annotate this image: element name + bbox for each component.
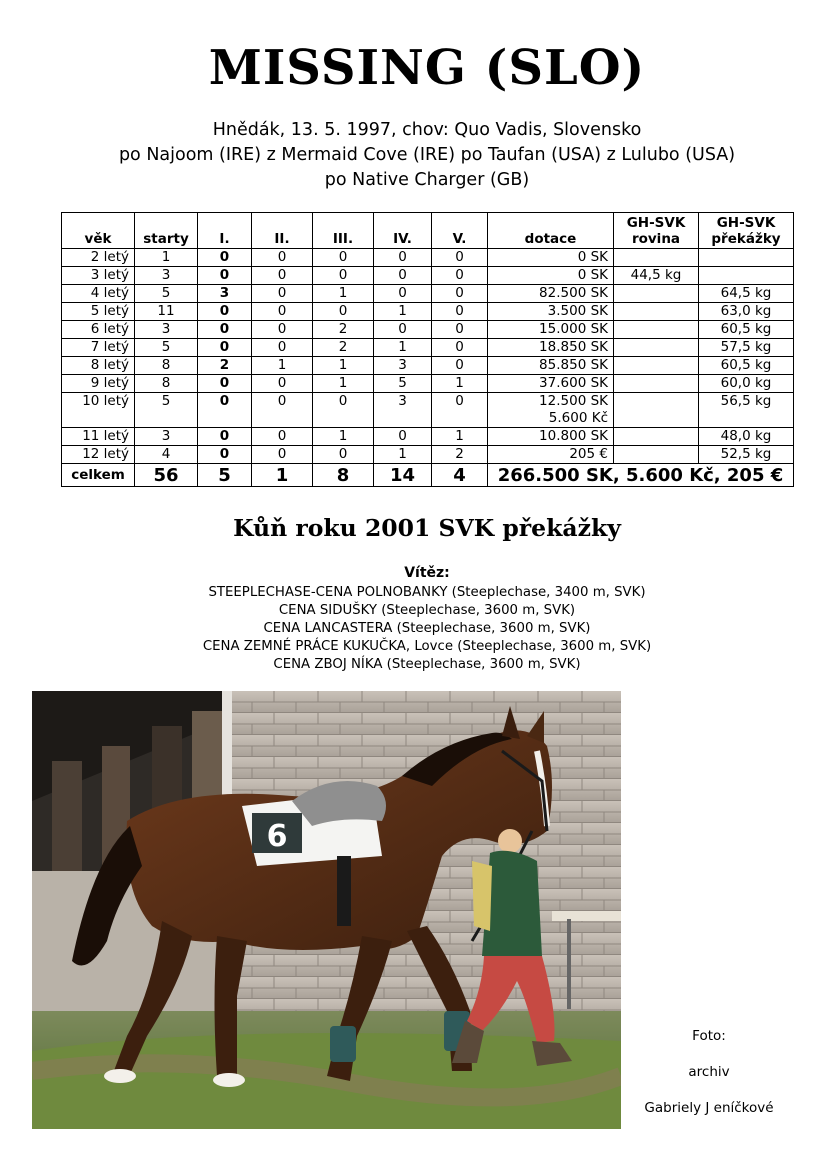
cell-place-1: 0: [198, 339, 252, 357]
cell-gh-flat: [614, 321, 699, 339]
cell-place-3: 1: [313, 285, 374, 303]
cell-place-1: 0: [198, 267, 252, 285]
photo-credit-line-1: Foto:: [692, 1028, 726, 1044]
cell-place-3: 0: [313, 393, 374, 428]
cell-place-3: 1: [313, 375, 374, 393]
cell-place-1: 3: [198, 285, 252, 303]
cell-gh-jump: 48,0 kg: [699, 428, 794, 446]
cell-starts: 1: [135, 249, 198, 267]
cell-place-4: 1: [374, 303, 432, 321]
cell-place-4: 0: [374, 249, 432, 267]
cell-starts: 3: [135, 428, 198, 446]
table-row: [62, 249, 794, 267]
table-row: [62, 285, 794, 303]
cell-prize-money-kc: 5.600 Kč: [548, 410, 608, 426]
winner-race-item: CENA SIDUŠKY (Steeplechase, 3600 m, SVK): [278, 603, 576, 618]
horse-photo-illustration: [32, 691, 621, 1129]
cell-prize-money: 0 SK: [488, 249, 614, 267]
cell-place-2: 0: [252, 303, 313, 321]
winner-races-list: [0, 584, 826, 674]
cell-prize-money: 85.850 SK: [488, 357, 614, 375]
cell-gh-jump: 56,5 kg: [699, 393, 794, 428]
header-place-1: I.: [198, 213, 252, 249]
cell-gh-flat: [614, 357, 699, 375]
cell-starts: 3: [135, 321, 198, 339]
cell-gh-jump: [699, 249, 794, 267]
cell-starts: 4: [135, 446, 198, 464]
cell-gh-flat: 44,5 kg: [614, 267, 699, 285]
saddle-number: 6: [266, 819, 288, 854]
table-row: [62, 375, 794, 393]
cell-age: 10 letý: [62, 393, 135, 428]
total-prize-money: 266.500 SK, 5.600 Kč, 205 €: [488, 464, 794, 487]
cell-prize-money: 10.800 SK: [488, 428, 614, 446]
cell-place-4: 1: [374, 339, 432, 357]
total-starts: 56: [135, 464, 198, 487]
cell-gh-flat: [614, 375, 699, 393]
cell-place-2: 1: [252, 357, 313, 375]
cell-gh-jump: 60,5 kg: [699, 321, 794, 339]
cell-gh-flat: [614, 446, 699, 464]
cell-place-5: 0: [432, 357, 488, 375]
cell-place-3: 0: [313, 267, 374, 285]
cell-prize-money: 0 SK: [488, 267, 614, 285]
cell-place-5: 0: [432, 285, 488, 303]
header-place-5: V.: [432, 213, 488, 249]
cell-place-1: 2: [198, 357, 252, 375]
cell-gh-jump: [699, 267, 794, 285]
winner-heading: Vítěz:: [404, 565, 450, 581]
cell-starts: 8: [135, 357, 198, 375]
cell-age: 7 letý: [62, 339, 135, 357]
horse-photo: [32, 691, 621, 1129]
cell-place-4: 3: [374, 357, 432, 375]
header-gh-jump-line2: překážky: [711, 231, 781, 247]
header-prize-money: dotace: [488, 213, 614, 249]
cell-place-5: 0: [432, 267, 488, 285]
cell-starts: 3: [135, 267, 198, 285]
table-row: [62, 393, 794, 428]
total-place-4: 14: [374, 464, 432, 487]
cell-age: 8 letý: [62, 357, 135, 375]
photo-credit-line-2: archiv: [688, 1064, 730, 1080]
cell-place-2: 0: [252, 285, 313, 303]
cell-gh-jump: 57,5 kg: [699, 339, 794, 357]
cell-place-4: 0: [374, 321, 432, 339]
cell-place-3: 0: [313, 446, 374, 464]
cell-place-5: 2: [432, 446, 488, 464]
table-row: [62, 267, 794, 285]
table-row: [62, 303, 794, 321]
cell-place-1: 0: [198, 446, 252, 464]
cell-starts: 5: [135, 285, 198, 303]
cell-place-4: 3: [374, 393, 432, 428]
cell-age: 4 letý: [62, 285, 135, 303]
race-record-table: [61, 212, 794, 487]
cell-place-4: 5: [374, 375, 432, 393]
cell-prize-money-sk: 12.500 SK: [539, 393, 608, 409]
cell-gh-jump: 64,5 kg: [699, 285, 794, 303]
header-age: věk: [62, 213, 135, 249]
cell-place-4: 1: [374, 446, 432, 464]
cell-place-3: 0: [313, 249, 374, 267]
cell-place-5: 0: [432, 303, 488, 321]
header-place-3: III.: [313, 213, 374, 249]
table-row: [62, 357, 794, 375]
header-gh-flat: [614, 213, 699, 249]
table-header-row: [62, 213, 794, 249]
cell-place-1: 0: [198, 393, 252, 428]
cell-starts: 5: [135, 339, 198, 357]
cell-place-2: 0: [252, 267, 313, 285]
cell-place-3: 0: [313, 303, 374, 321]
cell-age: 6 letý: [62, 321, 135, 339]
cell-place-2: 0: [252, 446, 313, 464]
cell-prize-money: 3.500 SK: [488, 303, 614, 321]
header-gh-flat-line1: GH-SVK: [626, 215, 686, 231]
cell-gh-jump: 60,0 kg: [699, 375, 794, 393]
cell-gh-jump: 63,0 kg: [699, 303, 794, 321]
cell-place-1: 0: [198, 249, 252, 267]
cell-place-4: 0: [374, 428, 432, 446]
horse-name-title: MISSING (SLO): [208, 40, 646, 96]
cell-place-4: 0: [374, 267, 432, 285]
cell-place-1: 0: [198, 321, 252, 339]
cell-gh-jump: 60,5 kg: [699, 357, 794, 375]
cell-gh-flat: [614, 339, 699, 357]
photo-credit-line-3: Gabriely J eníčkové: [644, 1100, 774, 1116]
header-gh-flat-line2: rovina: [631, 231, 681, 247]
cell-age: 5 letý: [62, 303, 135, 321]
cell-age: 9 letý: [62, 375, 135, 393]
cell-place-5: 0: [432, 321, 488, 339]
table-row: [62, 428, 794, 446]
winner-race-item: CENA ZEMNÉ PRÁCE KUKUČKA, Lovce (Steeplechase, 3600 m, SVK): [202, 639, 652, 654]
award-title: Kůň roku 2001 SVK překážky: [233, 514, 621, 542]
cell-place-2: 0: [252, 393, 313, 428]
total-place-1: 5: [198, 464, 252, 487]
header-gh-jump: [699, 213, 794, 249]
cell-gh-flat: [614, 303, 699, 321]
cell-place-5: 0: [432, 249, 488, 267]
cell-prize-money: [488, 393, 614, 428]
cell-starts: 5: [135, 393, 198, 428]
header-place-2: II.: [252, 213, 313, 249]
cell-age: 2 letý: [62, 249, 135, 267]
cell-prize-money: 205 €: [488, 446, 614, 464]
header-starts: starty: [135, 213, 198, 249]
pedigree-line-2: po Najoom (IRE) z Mermaid Cove (IRE) po Taufan (USA) z Lulubo (USA): [118, 145, 736, 165]
cell-place-2: 0: [252, 339, 313, 357]
cell-place-4: 0: [374, 285, 432, 303]
cell-age: 11 letý: [62, 428, 135, 446]
cell-prize-money: 15.000 SK: [488, 321, 614, 339]
cell-place-1: 0: [198, 428, 252, 446]
cell-place-1: 0: [198, 303, 252, 321]
cell-place-3: 1: [313, 357, 374, 375]
cell-place-3: 1: [313, 428, 374, 446]
cell-place-1: 0: [198, 375, 252, 393]
cell-place-2: 0: [252, 428, 313, 446]
cell-starts: 11: [135, 303, 198, 321]
pedigree-info: [0, 118, 826, 193]
cell-starts: 8: [135, 375, 198, 393]
cell-place-5: 0: [432, 339, 488, 357]
cell-age: 12 letý: [62, 446, 135, 464]
cell-gh-flat: [614, 249, 699, 267]
header-gh-jump-line1: GH-SVK: [716, 215, 776, 231]
cell-place-2: 0: [252, 321, 313, 339]
table-row: [62, 446, 794, 464]
winner-race-item: CENA LANCASTERA (Steeplechase, 3600 m, SVK): [263, 621, 591, 636]
cell-gh-flat: [614, 393, 699, 428]
total-place-2: 1: [252, 464, 313, 487]
table-row: [62, 321, 794, 339]
header-place-4: IV.: [374, 213, 432, 249]
winner-race-item: STEEPLECHASE-CENA POLNOBANKY (Steeplechase, 3400 m, SVK): [208, 585, 646, 600]
cell-gh-jump: 52,5 kg: [699, 446, 794, 464]
cell-place-5: 1: [432, 428, 488, 446]
total-label: celkem: [62, 464, 135, 487]
table-total-row: [62, 464, 794, 487]
winner-race-item: CENA ZBOJ NÍKA (Steeplechase, 3600 m, SVK): [273, 657, 581, 672]
total-place-5: 4: [432, 464, 488, 487]
cell-place-3: 2: [313, 339, 374, 357]
table-row: [62, 339, 794, 357]
cell-place-2: 0: [252, 375, 313, 393]
cell-prize-money: 18.850 SK: [488, 339, 614, 357]
pedigree-line-1: Hnědák, 13. 5. 1997, chov: Quo Vadis, Slovensko: [212, 120, 642, 140]
cell-place-2: 0: [252, 249, 313, 267]
cell-gh-flat: [614, 428, 699, 446]
cell-place-5: 1: [432, 375, 488, 393]
total-place-3: 8: [313, 464, 374, 487]
cell-gh-flat: [614, 285, 699, 303]
cell-place-5: 0: [432, 393, 488, 428]
cell-prize-money: 37.600 SK: [488, 375, 614, 393]
cell-prize-money: 82.500 SK: [488, 285, 614, 303]
cell-place-3: 2: [313, 321, 374, 339]
pedigree-line-3: po Native Charger (GB): [324, 170, 530, 190]
cell-age: 3 letý: [62, 267, 135, 285]
